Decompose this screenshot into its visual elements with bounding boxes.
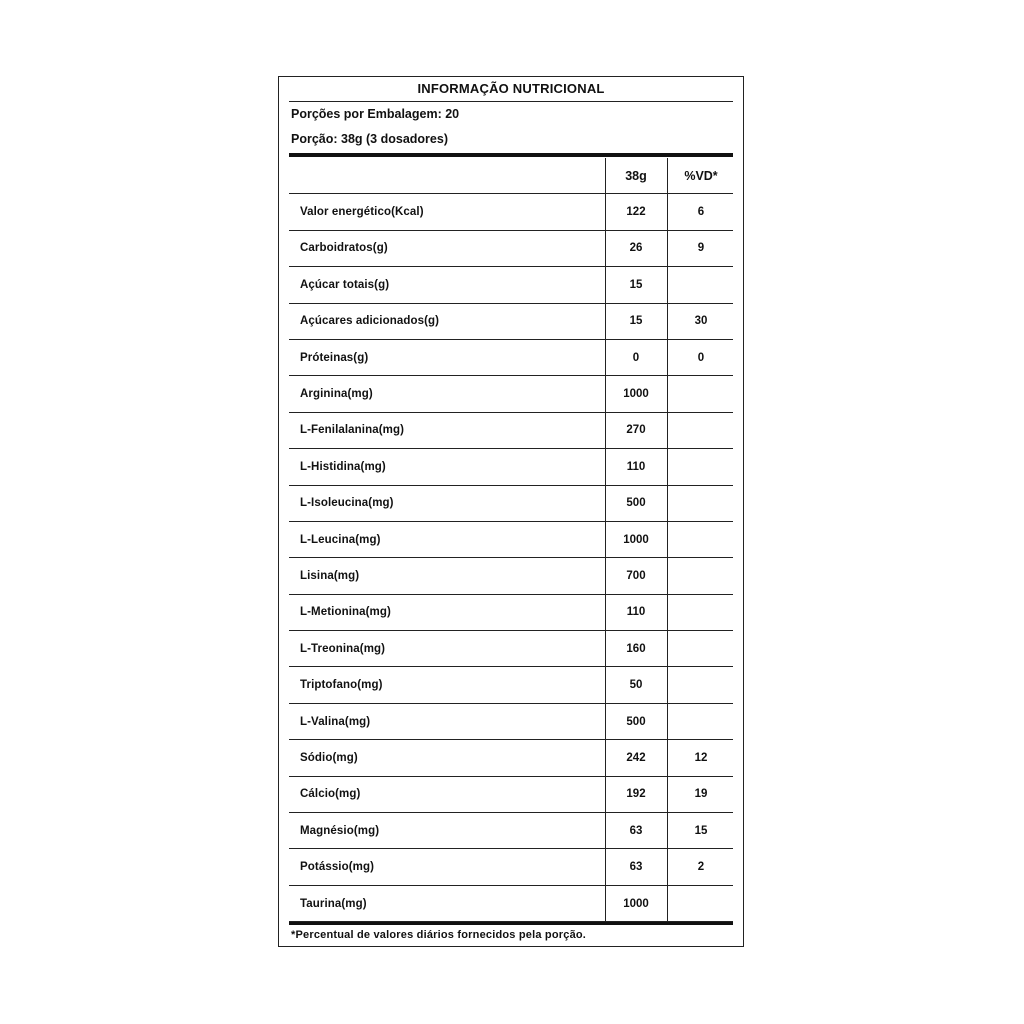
table-row: [289, 376, 733, 412]
nutrient-dv: [667, 631, 735, 666]
table-row: [289, 704, 733, 740]
nutrient-name: Triptofano(mg): [300, 679, 383, 692]
nutrient-name: Açúcar totais(g): [300, 278, 390, 291]
nutrient-amount: 15: [629, 278, 643, 291]
nutrient-amount: 500: [626, 715, 646, 728]
nutrient-amount: 63: [629, 861, 643, 874]
nutrient-name: Taurina(mg): [300, 897, 367, 910]
nutrient-dv: 30: [694, 315, 708, 328]
nutrient-dv: [667, 558, 735, 593]
table-row: [289, 886, 733, 922]
nutrient-amount: 63: [629, 824, 643, 837]
divider: [289, 101, 733, 102]
servings-per-package: Porções por Embalagem: 20: [291, 107, 460, 121]
nutrient-name: Lisina(mg): [300, 569, 360, 582]
nutrient-name: Sódio(mg): [300, 751, 358, 764]
nutrient-amount: 1000: [623, 388, 649, 401]
nutrient-name: L-Isoleucina(mg): [300, 497, 394, 510]
nutrient-dv: [667, 522, 735, 557]
nutrition-table: [289, 158, 733, 922]
nutrient-name: Magnésio(mg): [300, 824, 380, 837]
table-row: [289, 558, 733, 594]
nutrient-amount: 500: [626, 497, 646, 510]
nutrient-dv: [667, 595, 735, 630]
nutrient-name: L-Histidina(mg): [300, 460, 386, 473]
nutrient-amount: 192: [626, 788, 646, 801]
table-row: [289, 267, 733, 303]
amount-column-header: 38g: [625, 168, 647, 183]
nutrient-dv: [667, 413, 735, 448]
nutrient-dv: [667, 704, 735, 739]
table-row: [289, 231, 733, 267]
nutrient-dv: [667, 267, 735, 302]
nutrient-amount: 242: [626, 751, 646, 764]
table-row: [289, 522, 733, 558]
nutrient-amount: 122: [626, 206, 646, 219]
nutrient-dv: 15: [694, 824, 708, 837]
nutrient-name: Arginina(mg): [300, 388, 373, 401]
nutrient-amount: 1000: [623, 533, 649, 546]
table-row: [289, 740, 733, 776]
nutrient-amount: 110: [626, 460, 646, 473]
nutrient-amount: 15: [629, 315, 643, 328]
nutrient-name: Próteinas(g): [300, 351, 369, 364]
nutrient-dv: 0: [697, 351, 705, 364]
footnote: *Percentual de valores diários fornecidos pela porção.: [291, 929, 587, 941]
nutrient-dv: [667, 486, 735, 521]
table-row: [289, 595, 733, 631]
nutrient-name: L-Valina(mg): [300, 715, 371, 728]
nutrient-name: Valor energético(Kcal): [300, 206, 424, 219]
table-row: [289, 413, 733, 449]
table-row: [289, 813, 733, 849]
table-row: [289, 449, 733, 485]
dv-column-header: %VD*: [684, 168, 718, 183]
nutrient-amount: 160: [626, 642, 646, 655]
table-title: INFORMAÇÃO NUTRICIONAL: [417, 81, 605, 96]
nutrient-dv: 9: [697, 242, 705, 255]
table-row: [289, 340, 733, 376]
nutrient-name: L-Fenilalanina(mg): [300, 424, 405, 437]
nutrient-name: L-Treonina(mg): [300, 642, 386, 655]
table-row: [289, 849, 733, 885]
nutrient-name: Potássio(mg): [300, 861, 375, 874]
nutrient-dv: 19: [694, 788, 708, 801]
table-row: [289, 631, 733, 667]
nutrient-dv: [667, 667, 735, 702]
table-header-row: [289, 158, 733, 194]
nutrient-amount: 270: [626, 424, 646, 437]
nutrient-dv: 6: [697, 206, 705, 219]
nutrient-name: L-Metionina(mg): [300, 606, 391, 619]
table-row: [289, 304, 733, 340]
table-row: [289, 194, 733, 230]
nutrient-dv: [667, 376, 735, 411]
nutrient-name: L-Leucina(mg): [300, 533, 381, 546]
table-row: [289, 486, 733, 522]
nutrient-amount: 700: [626, 569, 646, 582]
nutrient-amount: 26: [629, 242, 643, 255]
nutrient-dv: [667, 886, 735, 921]
serving-size: Porção: 38g (3 dosadores): [291, 132, 448, 146]
nutrient-name: Cálcio(mg): [300, 788, 361, 801]
nutrient-amount: 50: [629, 679, 643, 692]
nutrient-dv: 2: [697, 861, 705, 874]
nutrient-dv: 12: [694, 751, 708, 764]
nutrition-facts-panel: [278, 76, 744, 947]
nutrient-amount: 0: [632, 351, 640, 364]
table-row: [289, 667, 733, 703]
nutrient-name: Carboidratos(g): [300, 242, 388, 255]
nutrient-dv: [667, 449, 735, 484]
nutrient-amount: 1000: [623, 897, 649, 910]
nutrient-amount: 110: [626, 606, 646, 619]
nutrient-name: Açúcares adicionados(g): [300, 315, 440, 328]
bottom-thick-divider: [289, 922, 733, 925]
thick-divider: [289, 153, 733, 157]
table-row: [289, 777, 733, 813]
